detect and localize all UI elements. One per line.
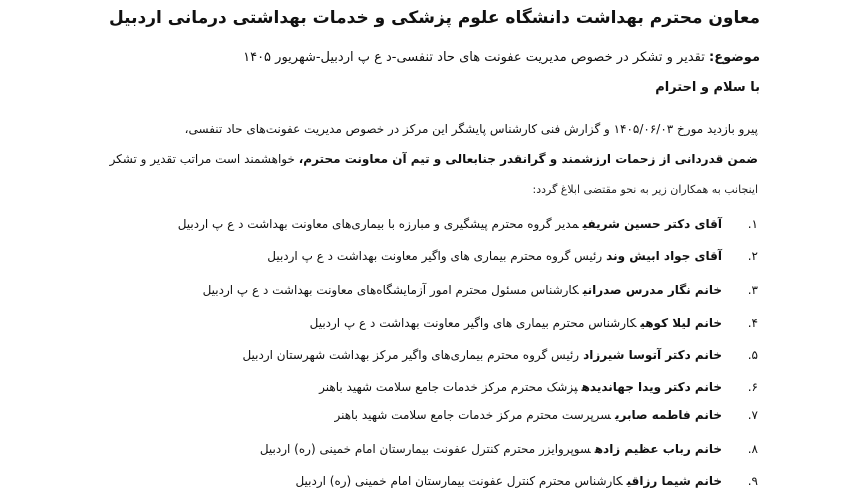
subject-label: موضوع:: [709, 50, 760, 65]
list-item: [20, 283, 758, 297]
list-item: [20, 217, 758, 231]
appreciation-text: ضمن قدردانی از زحمات ارزشمند و گرانقدر جنابعالی و تیم آن معاونت محترم،: [298, 152, 758, 166]
list-item: [20, 348, 758, 362]
person-name: خانم رباب عظیم زاده: [594, 442, 722, 456]
list-item: [20, 316, 758, 330]
person-role: سوپروایزر محترم کنترل عفونت بیمارستان امام خمینی (ره) اردبیل: [259, 442, 591, 456]
body-paragraph-line-2: [20, 152, 758, 166]
item-number: ۴.: [747, 316, 758, 330]
person-name: آقای دکتر حسین شریفی: [582, 217, 722, 231]
person-name: خانم شیما رزاقی: [626, 474, 722, 488]
item-number: ۶.: [747, 380, 758, 394]
person-role: کارشناس مسئول محترم امور آزمایشگاه‌های معاونت بهداشت د ع پ اردبیل: [202, 283, 579, 297]
item-number: ۲.: [747, 249, 758, 263]
letter-subject: [20, 50, 760, 65]
person-role: کارشناس محترم بیماری های واگیر معاونت بهداشت د ع پ اردبیل: [309, 316, 637, 330]
person-name: آقای جواد ابیش وند: [606, 249, 722, 263]
item-number: ۸.: [747, 442, 758, 456]
person-name: خانم لیلا کوهی: [640, 316, 722, 330]
person-name: خانم نگار مدرس صدرانی: [582, 283, 722, 297]
person-role: کارشناس محترم کنترل عفونت بیمارستان امام خمینی (ره) اردبیل: [295, 474, 623, 488]
person-name: خانم دکتر ویدا جهاندیده: [581, 380, 722, 394]
item-number: ۵.: [747, 348, 758, 362]
subject-text: تقدیر و تشکر در خصوص مدیریت عفونت های حاد تنفسی-د ع پ اردبیل-شهریور ۱۴۰۵: [243, 50, 705, 65]
body-paragraph-line-1: پیرو بازدید مورخ ۱۴۰۵/۰۶/۰۳ و گزارش فنی کارشناس پایشگر این مرکز در خصوص مدیریت عفونت‌های حاد تنفسی،: [184, 122, 758, 136]
person-role: رئیس گروه محترم بیماری‌های واگیر مرکز بهداشت شهرستان اردبیل: [242, 348, 580, 362]
letter-recipient-title: معاون محترم بهداشت دانشگاه علوم پزشکی و خدمات بهداشتی درمانی اردبیل: [108, 8, 760, 28]
list-item: [20, 474, 758, 488]
request-text: خواهشمند است مراتب تقدیر و تشکر: [109, 152, 299, 166]
item-number: ۱.: [747, 217, 758, 231]
person-role: مدیر گروه محترم پیشگیری و مبارزه با بیماری‌های معاونت بهداشت د ع پ اردبیل: [177, 217, 579, 231]
person-role: پزشک محترم مرکز خدمات جامع سلامت شهید باهنر: [319, 380, 578, 394]
person-name: خانم فاطمه صابری: [615, 408, 722, 422]
list-item: [20, 442, 758, 456]
list-item: [20, 249, 758, 263]
item-number: ۷.: [747, 408, 758, 422]
body-paragraph-line-3: اینجانب به همکاران زیر به نحو مقتضی ابلاغ گردد:: [532, 183, 758, 196]
person-role: سرپرست محترم مرکز خدمات جامع سلامت شهید باهنر: [334, 408, 611, 422]
greeting: با سلام و احترام: [655, 80, 760, 95]
list-item: [20, 380, 758, 394]
person-role: رئیس گروه محترم بیماری های واگیر معاونت بهداشت د ع پ اردبیل: [267, 249, 603, 263]
person-name: خانم دکتر آتوسا شیرزاد: [583, 348, 722, 362]
item-number: ۳.: [747, 283, 758, 297]
item-number: ۹.: [747, 474, 758, 488]
list-item: [20, 408, 758, 422]
